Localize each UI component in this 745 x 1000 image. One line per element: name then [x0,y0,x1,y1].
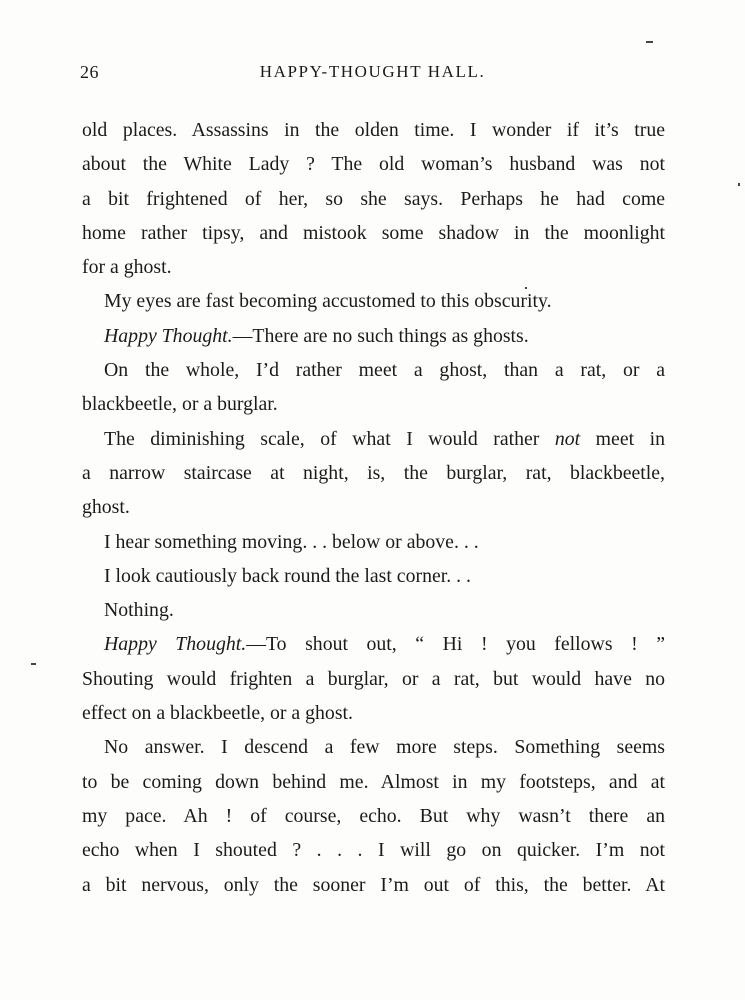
print-speck [646,41,653,43]
text-line: My eyes are fast becoming accustomed to this obscurity. [104,290,552,313]
text-line: old places. Assassins in the olden time. I wonder if it’s true [82,119,665,141]
text-line: I look cautiously back round the last corner. . . [104,564,471,587]
text-line: Nothing. [104,599,174,622]
text-line: The diminishing scale, of what I would rather not meet in [104,427,666,450]
text-line: about the White Lady ? The old woman’s husband was not [82,153,665,176]
print-speck [738,183,740,186]
text-line: Happy Thought.—There are no such things as ghosts. [104,324,529,347]
text-line: ghost. [82,496,130,519]
text-line: a narrow staircase at night, is, the burglar, rat, blackbeetle, [82,461,665,484]
text-line: home rather tipsy, and mistook some shadow in the moonlight [82,221,665,244]
text-line: I hear something moving. . . below or above. . . [104,530,479,553]
text-line: blackbeetle, or a burglar. [82,393,278,416]
body-text [82,113,665,902]
text-line: Shouting would frighten a burglar, or a rat, but would have no [82,667,665,690]
text-line: my pace. Ah ! of course, echo. But why wasn’t there an [82,804,665,827]
text-line: echo when I shouted ? . . . I will go on quicker. I’m not [82,839,665,862]
text-line: a bit nervous, only the sooner I’m out of this, the better. At [82,873,665,896]
text-line: a bit frightened of her, so she says. Perhaps he had come [82,187,665,210]
print-speck [31,663,36,665]
text-line: On the whole, I’d rather meet a ghost, than a rat, or a [104,359,665,382]
text-line: for a ghost. [82,256,172,279]
text-line: Happy Thought.—To shout out, “ Hi ! you fellows ! ” [104,633,666,656]
running-head [80,62,665,88]
page-number: 26 [80,62,99,82]
text-line: No answer. I descend a few more steps. Something seems [104,736,665,759]
text-line: effect on a blackbeetle, or a ghost. [82,702,353,725]
text-line: to be coming down behind me. Almost in my footsteps, and at [82,770,665,793]
running-title: HAPPY-THOUGHT HALL. [259,62,486,81]
